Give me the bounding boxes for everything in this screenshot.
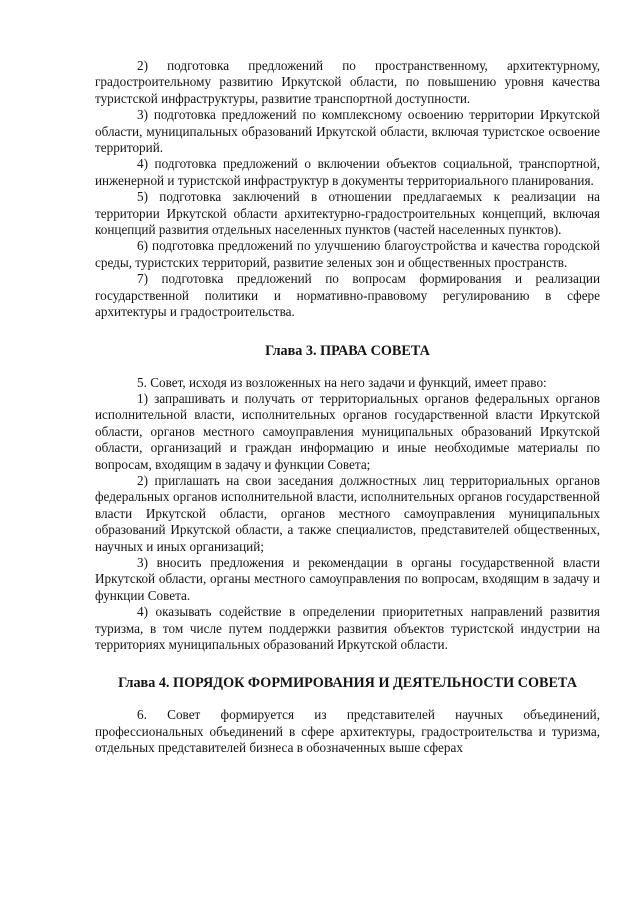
spacer: [95, 692, 600, 707]
list-item: 2) приглашать на свои заседания должностных лиц территориальных органов федеральных органов исполнительной власти, исполнительных органов государственной власти Иркутской области, органов местного самоуправления муниципальных образований Иркутской области, а также специалистов, представителей общественных, научных и иных организаций;: [95, 472, 600, 554]
spacer: [95, 653, 600, 674]
list-item: 1) запрашивать и получать от территориальных органов федеральных органов исполнительной власти, исполнительных органов государственной власти Иркутской области, органов местного самоуправления муниципальных образований Иркутской области, организаций и граждан информацию и иные необходимые материалы по вопросам, входящим в задачу и функции Совета;: [95, 390, 600, 472]
list-item: 6. Совет формируется из представителей научных объединений, профессиональных объединений в сфере архитектуры, градостроительства и туризма, отдельных представителей бизнеса в обозначенных выше сферах: [95, 707, 600, 756]
list-item: 3) вносить предложения и рекомендации в органы государственной власти Иркутской области, органы местного самоуправления по вопросам, входящим в задачу и функции Совета.: [95, 554, 600, 603]
chapter-3-heading: Глава 3. ПРАВА СОВЕТА: [265, 342, 430, 359]
spacer: [95, 360, 600, 375]
list-item: 6) подготовка предложений по улучшению благоустройства и качества городской среды, туристских территорий, развитие зеленых зон и общественных пространств.: [95, 238, 600, 270]
list-item: 5) подготовка заключений в отношении предлагаемых к реализации на территории Иркутской области архитектурно-градостроительных концепций, включая концепций развития отдельных населенных пунктов (частей населенных пунктов).: [95, 189, 600, 238]
list-item: 5. Совет, исходя из возложенных на него задачи и функций, имеет право:: [137, 374, 547, 390]
document-body: [95, 58, 600, 757]
list-item: 3) подготовка предложений по комплексному освоению территории Иркутской области, муниципальных образований Иркутской области, включая туристское освоение территорий.: [95, 107, 600, 156]
chapter-4-heading: Глава 4. ПОРЯДОК ФОРМИРОВАНИЯ И ДЕЯТЕЛЬНОСТИ СОВЕТА: [118, 675, 577, 692]
list-item: 7) подготовка предложений по вопросам формирования и реализации государственной политики и нормативно-правовому регулированию в сфере архитектуры и градостроительства.: [95, 271, 600, 320]
list-item: 4) оказывать содействие в определении приоритетных направлений развития туризма, в том числе путем поддержки развития объектов туристской индустрии на территориях муниципальных образований Иркутской области.: [95, 604, 600, 652]
list-item: 4) подготовка предложений о включении объектов социальной, транспортной, инженерной и туристской инфраструктур в документы территориального планирования.: [95, 156, 600, 188]
list-item: 2) подготовка предложений по пространственному, архитектурному, градостроительному развитию Иркутской области, по повышению уровня качества туристской инфраструктуры, развитие транспортной доступности.: [95, 58, 600, 106]
spacer: [95, 321, 600, 342]
